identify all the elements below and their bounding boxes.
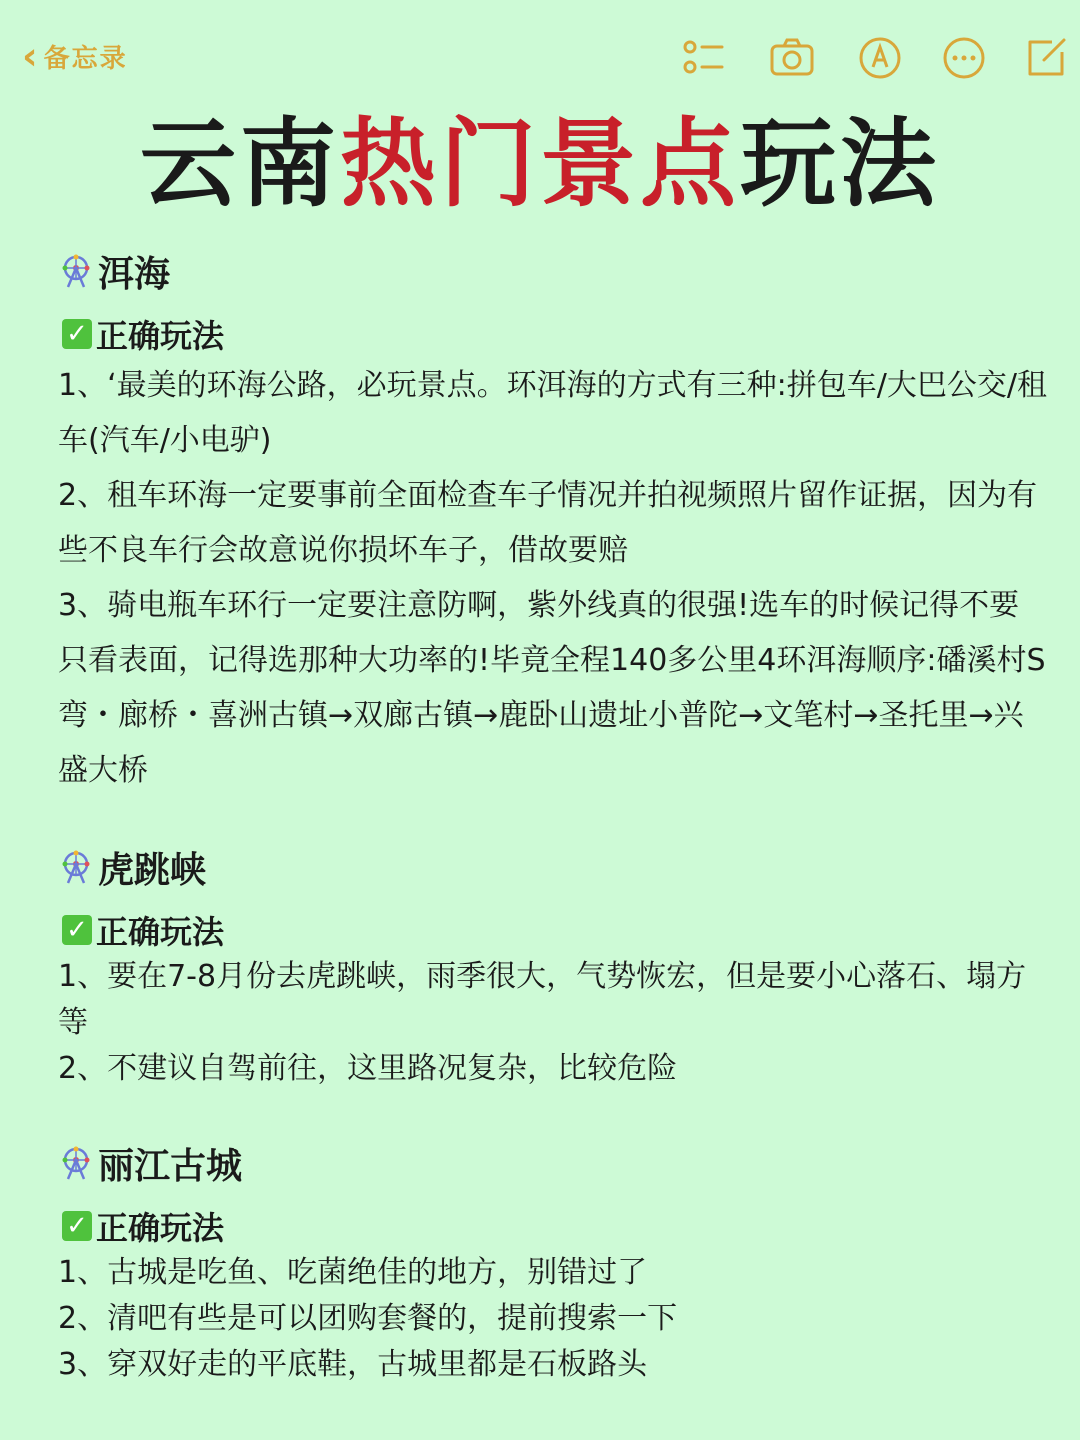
list-item: 1、‘最美的环海公路，必玩景点。环洱海的方式有三种:拼包车/大巴公交/租车(汽车/小电驴)	[58, 368, 1047, 458]
list-item: 1、古城是吃鱼、吃菌绝佳的地方，别错过了	[58, 1255, 648, 1290]
camera-icon[interactable]	[768, 34, 816, 82]
section-title: 虎跳峡	[98, 849, 207, 891]
title-part-1: 云南	[140, 108, 340, 220]
markup-pen-icon[interactable]	[856, 34, 904, 82]
page-title	[0, 104, 1080, 224]
section-title: 丽江古城	[98, 1145, 243, 1187]
section-erhai	[58, 246, 1048, 798]
ferris-wheel-icon	[58, 253, 94, 289]
checkmark-icon: ✓	[62, 319, 92, 349]
section-lijiang	[58, 1138, 1048, 1388]
more-icon[interactable]	[940, 34, 988, 82]
list-item: 2、租车环海一定要事前全面检查车子情况并拍视频照片留作证据，因为有些不良车行会故意说你损坏车子，借故要赔	[58, 478, 1038, 568]
subtitle: 正确玩法	[96, 913, 225, 951]
subtitle: 正确玩法	[96, 1209, 225, 1247]
list-item: 2、不建议自驾前往，这里路况复杂，比较危险	[58, 1051, 678, 1086]
list-item: 3、穿双好走的平底鞋，古城里都是石板路头	[58, 1347, 648, 1382]
checklist-icon[interactable]	[680, 34, 728, 82]
title-part-3: 玩法	[740, 108, 940, 220]
list-item: 3、骑电瓶车环行一定要注意防啊，紫外线真的很强!选车的时候记得不要只看表面，记得选那种大功率的!毕竟全程140多公里4环洱海顺序:磻溪村S弯・廊桥・喜洲古镇→双廊古镇→鹿卧山遗址小普陀→文笔村→圣托里→兴盛大桥	[58, 588, 1046, 788]
list-item: 1、要在7-8月份去虎跳峡，雨季很大，气势恢宏，但是要小心落石、塌方等	[58, 959, 1027, 1040]
list-item: 2、清吧有些是可以团购套餐的，提前搜索一下	[58, 1301, 678, 1336]
chevron-left-icon: ‹	[22, 34, 38, 78]
checkmark-icon: ✓	[62, 915, 92, 945]
back-button[interactable]	[22, 36, 128, 76]
section-title: 洱海	[98, 253, 171, 295]
nav-bar	[0, 28, 1080, 88]
checkmark-icon: ✓	[62, 1211, 92, 1241]
ferris-wheel-icon	[58, 849, 94, 885]
subtitle: 正确玩法	[96, 317, 225, 355]
compose-icon[interactable]	[1022, 34, 1070, 82]
title-part-2-highlight: 热门景点	[340, 108, 740, 220]
back-label: 备忘录	[43, 43, 128, 74]
section-hutiaoxia	[58, 842, 1048, 1092]
ferris-wheel-icon	[58, 1145, 94, 1181]
